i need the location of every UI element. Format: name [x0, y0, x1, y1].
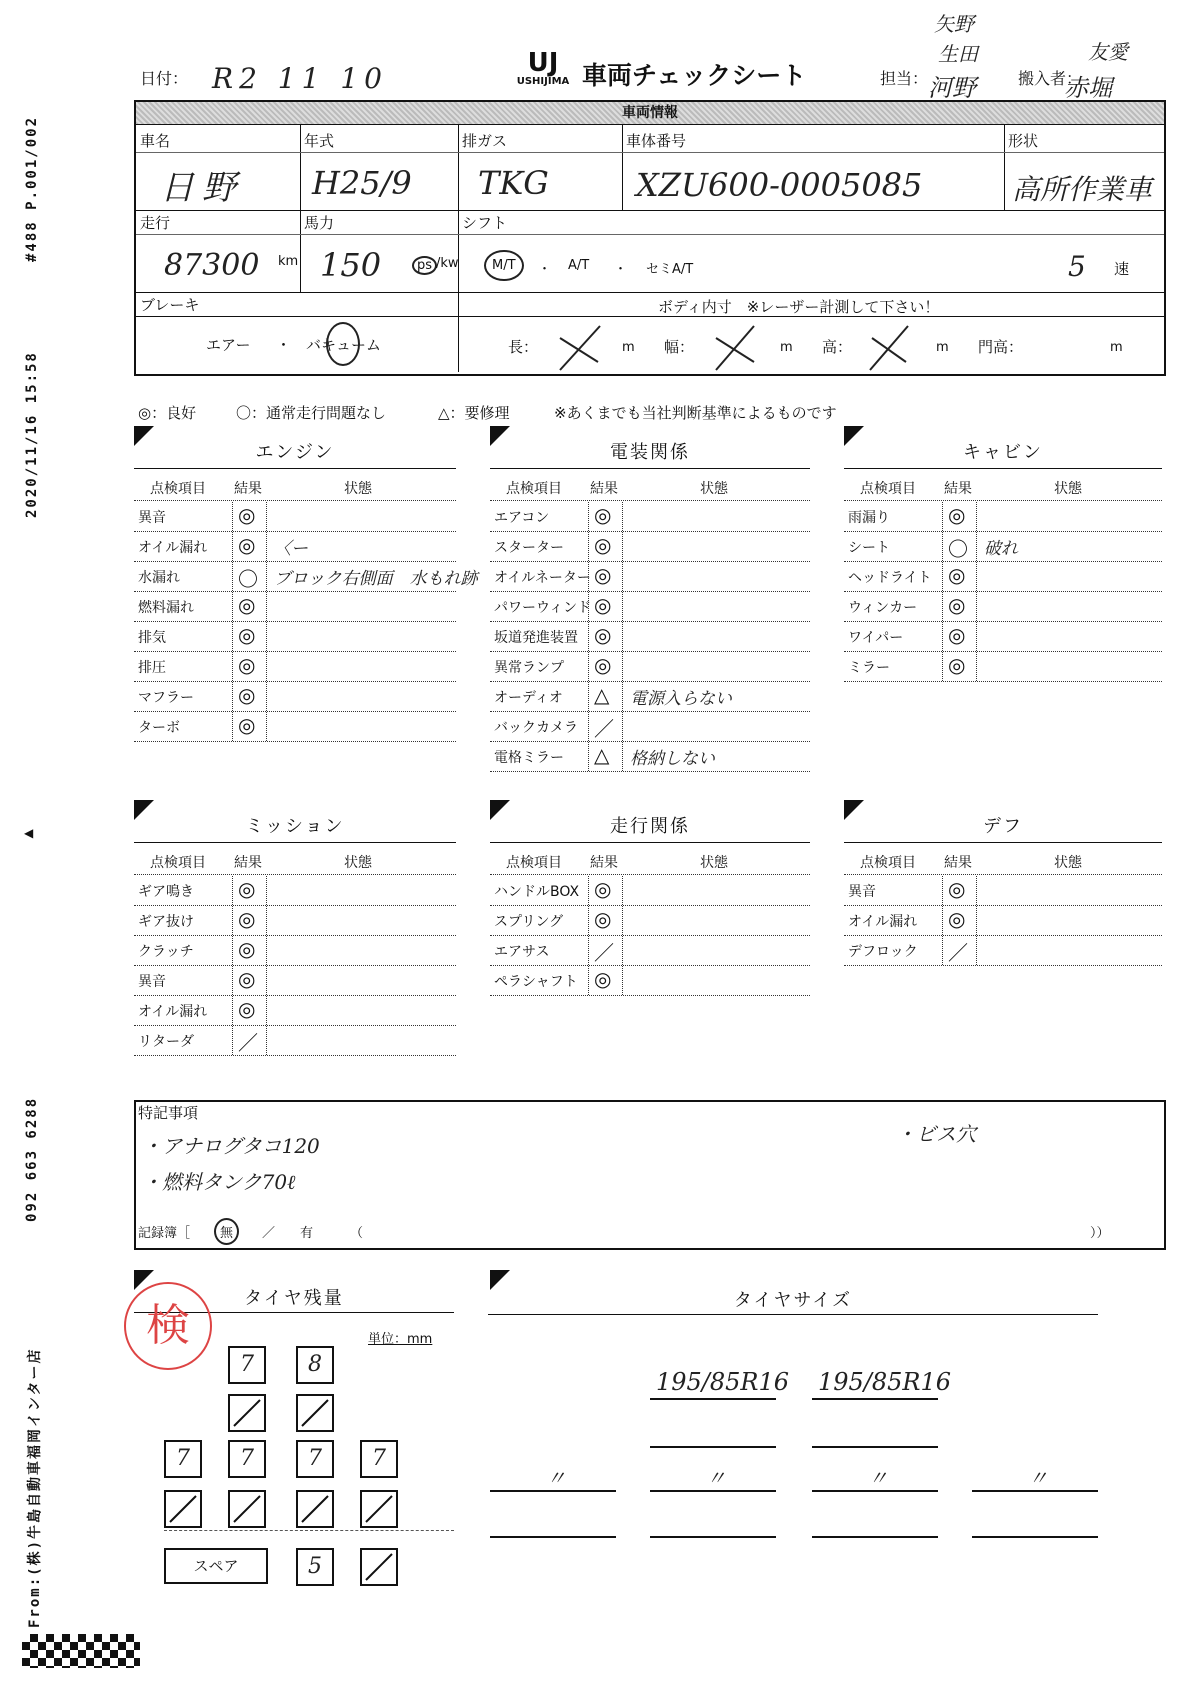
engine-state[interactable]: 〈ー — [274, 539, 308, 559]
engine-item: 排気 — [138, 630, 166, 646]
cabin-row — [844, 562, 1162, 592]
tire-front-left[interactable]: 7 — [228, 1346, 266, 1384]
engine-result[interactable]: 〇 — [238, 567, 258, 591]
car-name-value: 日野 — [160, 168, 244, 208]
cabin-result[interactable]: ◎ — [948, 653, 966, 677]
fax-phone: 092 663 6288 — [24, 1096, 40, 1222]
hannyu-note: 友愛 — [1088, 40, 1128, 64]
tire-front-right[interactable]: 8 — [296, 1346, 334, 1384]
electrical-row — [490, 532, 810, 562]
spare-label-box — [164, 1548, 268, 1584]
fax-page-number: #488 P.001/002 — [24, 115, 40, 262]
mission-title: ミッション — [245, 816, 345, 837]
mission-item: リターダ — [138, 1034, 194, 1050]
checker-pattern — [22, 1634, 140, 1668]
year-label: 年式 — [304, 132, 335, 150]
diff-item: 異音 — [848, 884, 876, 900]
engine-col-state: 状態 — [344, 481, 372, 497]
electrical-item: バックカメラ — [494, 720, 578, 736]
engine-result[interactable]: ◎ — [238, 623, 256, 647]
tantou-note-1: 矢野 — [934, 12, 974, 36]
notes-line-1: ・アナログタコ120 — [142, 1134, 320, 1158]
diff-result[interactable]: ◎ — [948, 907, 966, 931]
electrical-result[interactable]: △ — [594, 683, 610, 707]
length-label: 長： — [508, 338, 539, 356]
height-unit: m — [936, 340, 949, 355]
gas-value: TKG — [478, 164, 549, 202]
mission-col-state: 状態 — [344, 855, 372, 871]
ushijima-logo — [508, 50, 578, 87]
dims-crossed-out — [540, 322, 960, 374]
running-item: エアサス — [494, 944, 550, 960]
mission-col-item: 点検項目 — [150, 855, 206, 871]
mission-item: オイル漏れ — [138, 1004, 208, 1020]
cabin-item: シート — [848, 540, 890, 556]
engine-item: 排圧 — [138, 660, 166, 676]
electrical-item: 異常ランプ — [494, 660, 564, 676]
vehicle-info-title: 車両情報 — [622, 105, 678, 121]
engine-item: 水漏れ — [138, 570, 180, 586]
tire-rear-inner-3[interactable] — [296, 1490, 334, 1528]
engine-row — [134, 532, 456, 562]
electrical-row — [490, 562, 810, 592]
fax-timestamp: 2020/11/16 15:58 — [24, 351, 40, 518]
diff-row — [844, 906, 1162, 936]
tantou-value: 河野 — [928, 74, 976, 102]
electrical-item: エアコン — [494, 510, 550, 526]
electrical-row — [490, 712, 810, 742]
hp-unit-ps: ps — [412, 256, 437, 275]
length-unit: m — [622, 340, 635, 355]
mission-row — [134, 936, 456, 966]
running-title: 走行関係 — [610, 816, 690, 837]
body-dims-label: ボディ内寸 ※レーザー計測して下さい！ — [658, 298, 940, 316]
running-result[interactable]: ◎ — [594, 877, 612, 901]
height-label: 高： — [822, 338, 853, 356]
mission-item: クラッチ — [138, 944, 194, 960]
engine-result[interactable]: ◎ — [238, 533, 256, 557]
cabin-item: ヘッドライト — [848, 570, 932, 586]
running-col-state: 状態 — [700, 855, 728, 871]
electrical-item: オーディオ — [494, 690, 563, 706]
running-row — [490, 936, 810, 966]
mileage-label: 走行 — [140, 214, 171, 232]
chassis-value: XZU600-0005085 — [636, 166, 923, 204]
record-slash: ／ — [262, 1226, 276, 1241]
engine-row — [134, 562, 478, 592]
electrical-result[interactable]: ◎ — [594, 623, 612, 647]
mission-item: ギア抜け — [138, 914, 194, 930]
car-name-label: 車名 — [140, 132, 171, 150]
tire-size-rear-mark-3: 〃 — [868, 1466, 888, 1490]
tire-size-rear-mark-4: 〃 — [1028, 1466, 1048, 1490]
mission-row — [134, 996, 456, 1026]
year-value: H25/9 — [312, 164, 412, 202]
electrical-result[interactable]: △ — [594, 743, 610, 767]
tire-rear-inner-4[interactable] — [360, 1490, 398, 1528]
record-none[interactable]: 無 — [214, 1218, 239, 1245]
engine-col-item: 点検項目 — [150, 481, 206, 497]
tire-size-rear-mark-2: 〃 — [706, 1466, 726, 1490]
fax-marker: ◀ — [24, 826, 34, 840]
shift-label: シフト — [462, 214, 508, 232]
electrical-state[interactable]: 格納しない — [630, 749, 715, 769]
record-yes[interactable]: 有 — [300, 1226, 314, 1241]
mission-result[interactable]: ◎ — [238, 997, 256, 1021]
gas-label: 排ガス — [462, 132, 508, 150]
electrical-row — [490, 502, 810, 532]
diff-result[interactable]: ◎ — [948, 877, 966, 901]
engine-result[interactable]: ◎ — [238, 503, 256, 527]
slash-mark — [166, 1492, 200, 1526]
electrical-result[interactable]: ◎ — [594, 533, 612, 557]
tire-rear-1[interactable]: 7 — [164, 1440, 202, 1478]
tantou-label: 担当： — [880, 69, 929, 88]
electrical-col-item: 点検項目 — [506, 481, 562, 497]
cabin-item: ミラー — [848, 660, 890, 676]
slash-mark — [362, 1492, 396, 1526]
mission-item: 異音 — [138, 974, 166, 990]
tire-size-rear-mark-1: 〃 — [546, 1466, 566, 1490]
slash-mark — [298, 1396, 332, 1430]
shape-value: 高所作業車 — [1012, 173, 1153, 206]
electrical-col-result: 結果 — [590, 481, 618, 497]
tire-size-title: タイヤサイズ — [733, 1290, 853, 1311]
running-row — [490, 906, 810, 936]
diff-item: デフロック — [848, 944, 918, 960]
tire-rear-4[interactable]: 7 — [360, 1440, 398, 1478]
brake-vacuum[interactable]: バキューム — [306, 336, 382, 354]
page-title: 車両チェックシート — [582, 61, 807, 90]
mission-row — [134, 1026, 456, 1056]
electrical-row — [490, 652, 810, 682]
mission-row — [134, 906, 456, 936]
cabin-col-state: 状態 — [1054, 481, 1082, 497]
cabin-row — [844, 652, 1162, 682]
mission-result[interactable]: ／ — [238, 1031, 258, 1055]
mission-result[interactable]: ◎ — [238, 907, 256, 931]
diff-col-state: 状態 — [1054, 855, 1082, 871]
legend-note: ※あくまでも当社判断基準によるものです — [554, 404, 837, 422]
running-row — [490, 966, 810, 996]
gate-height-unit: m — [1110, 340, 1123, 355]
cabin-col-item: 点検項目 — [860, 481, 916, 497]
electrical-title: 電装関係 — [610, 442, 690, 463]
engine-row — [134, 712, 456, 742]
electrical-item: 坂道発進装置 — [494, 630, 578, 646]
chassis-label: 車体番号 — [626, 132, 687, 150]
running-item: ハンドルBOX — [494, 884, 580, 900]
cabin-result[interactable]: ◎ — [948, 503, 966, 527]
legend-ok: 〇：通常走行問題なし — [236, 404, 387, 422]
slash-mark — [230, 1492, 264, 1526]
tire-rear-inner-2[interactable] — [228, 1490, 266, 1528]
engine-item: マフラー — [138, 690, 194, 706]
tire-rear-3[interactable]: 7 — [296, 1440, 334, 1478]
shift-mt[interactable]: M/T — [484, 250, 524, 281]
slash-mark — [230, 1396, 264, 1430]
cabin-row — [844, 592, 1162, 622]
engine-item: ターボ — [138, 720, 180, 736]
running-col-item: 点検項目 — [506, 855, 562, 871]
mission-row — [134, 966, 456, 996]
logo-mark: UJ — [527, 48, 559, 78]
cabin-col-result: 結果 — [944, 481, 972, 497]
mission-row — [134, 876, 456, 906]
cabin-item: ワイパー — [848, 630, 904, 646]
brake-vacuum-circle — [326, 322, 360, 366]
mission-result[interactable]: ◎ — [238, 967, 256, 991]
cabin-row — [844, 502, 1162, 532]
record-paren: （ — [350, 1226, 364, 1241]
engine-row — [134, 622, 456, 652]
mission-result[interactable]: ◎ — [238, 937, 256, 961]
engine-row — [134, 682, 456, 712]
hannyu-label: 搬入者： — [1018, 69, 1083, 88]
notes-line-3: ・ビス穴 — [896, 1122, 976, 1146]
mission-col-result: 結果 — [234, 855, 262, 871]
engine-row — [134, 592, 456, 622]
engine-result[interactable]: ◎ — [238, 653, 256, 677]
diff-row — [844, 936, 1162, 966]
mission-item: ギア鳴き — [138, 884, 194, 900]
cabin-state[interactable]: 破れ — [984, 539, 1018, 559]
electrical-item: 電格ミラー — [494, 750, 564, 766]
engine-item: オイル漏れ — [138, 540, 208, 556]
brake-label: ブレーキ — [140, 296, 200, 314]
cabin-result[interactable]: ◎ — [948, 593, 966, 617]
electrical-row — [490, 682, 810, 712]
hanko-stamp — [124, 1282, 212, 1370]
slash-mark — [362, 1550, 396, 1584]
engine-row — [134, 652, 456, 682]
speed-unit: 速 — [1114, 260, 1130, 278]
engine-state[interactable]: ブロック右側面 水もれ跡 — [274, 569, 478, 589]
tire-front-left-inner[interactable] — [228, 1394, 266, 1432]
engine-col-result: 結果 — [234, 481, 262, 497]
tire-remain-title: タイヤ残量 — [244, 1288, 344, 1309]
cabin-result[interactable]: ◎ — [948, 623, 966, 647]
shape-label: 形状 — [1008, 132, 1039, 150]
width-unit: m — [780, 340, 793, 355]
electrical-result[interactable]: ／ — [594, 717, 614, 741]
logo-text: USHIJIMA — [516, 76, 570, 87]
cabin-title: キャビン — [963, 442, 1043, 463]
diff-row — [844, 876, 1162, 906]
tire-size-front-2: 195/85R16 — [818, 1368, 952, 1396]
tire-size-front-1: 195/85R16 — [656, 1368, 790, 1396]
mileage-unit: km — [278, 254, 299, 269]
running-result[interactable]: ／ — [594, 941, 614, 965]
cabin-row — [844, 622, 1162, 652]
tantou-note-2: 生田 — [938, 42, 978, 66]
mileage-value: 87300 — [164, 248, 260, 283]
gate-height-label: 門高： — [978, 338, 1024, 356]
electrical-result[interactable]: ◎ — [594, 503, 612, 527]
engine-result[interactable]: ◎ — [238, 683, 256, 707]
record-close: ）） — [1090, 1226, 1110, 1241]
electrical-row — [490, 592, 810, 622]
diff-title: デフ — [983, 816, 1023, 837]
diff-item: オイル漏れ — [848, 914, 918, 930]
electrical-result[interactable]: ◎ — [594, 593, 612, 617]
electrical-state[interactable]: 電源入らない — [630, 689, 732, 709]
spare-label: スペア — [193, 1557, 239, 1575]
hanko-text: 検 — [146, 1300, 190, 1351]
running-item: ペラシャフト — [494, 974, 578, 990]
hannyu-value: 赤堀 — [1064, 74, 1112, 102]
slash-mark — [298, 1492, 332, 1526]
engine-item: 燃料漏れ — [138, 600, 194, 616]
vehicle-info-header — [136, 102, 1164, 124]
shift-semi-at[interactable]: セミA/T — [646, 262, 694, 277]
fax-from: From:(株)牛島自動車福岡インター店 — [27, 1347, 43, 1628]
electrical-row — [490, 742, 810, 772]
brake-dot: ・ — [276, 336, 292, 354]
tire-spare-2[interactable] — [360, 1548, 398, 1586]
running-col-result: 結果 — [590, 855, 618, 871]
engine-item: 異音 — [138, 510, 166, 526]
shift-at[interactable]: A/T — [568, 258, 590, 273]
hp-unit-kw: /kw — [436, 256, 459, 271]
tire-front-right-inner[interactable] — [296, 1394, 334, 1432]
electrical-item: スターター — [494, 540, 564, 556]
notes-line-2: ・燃料タンク70ℓ — [142, 1170, 296, 1194]
electrical-item: パワーウィンド — [494, 600, 592, 616]
width-label: 幅： — [664, 338, 695, 356]
cabin-item: 雨漏り — [848, 510, 890, 526]
notes-label: 特記事項 — [138, 1104, 199, 1122]
shift-dot-1: ・ — [538, 262, 552, 277]
tire-rear-inner-1[interactable] — [164, 1490, 202, 1528]
engine-result[interactable]: ◎ — [238, 593, 256, 617]
engine-title: エンジン — [255, 442, 335, 463]
shift-dot-2: ・ — [614, 262, 628, 277]
legend-excellent: ◎：良好 — [138, 404, 197, 422]
cabin-result[interactable]: 〇 — [948, 537, 968, 561]
running-result[interactable]: ◎ — [594, 907, 612, 931]
mission-result[interactable]: ◎ — [238, 877, 256, 901]
date-value: R2 11 10 — [212, 62, 388, 95]
cabin-row — [844, 532, 1162, 562]
running-row — [490, 876, 810, 906]
running-item: スプリング — [494, 914, 564, 930]
tire-spare[interactable]: 5 — [296, 1548, 334, 1586]
legend-repair: △：要修理 — [438, 404, 510, 422]
electrical-result[interactable]: ◎ — [594, 653, 612, 677]
running-result[interactable]: ◎ — [594, 967, 612, 991]
date-label: 日付： — [140, 69, 189, 88]
cabin-result[interactable]: ◎ — [948, 563, 966, 587]
electrical-row — [490, 622, 810, 652]
tire-rear-2[interactable]: 7 — [228, 1440, 266, 1478]
hp-value: 150 — [320, 246, 382, 284]
diff-col-result: 結果 — [944, 855, 972, 871]
engine-row — [134, 502, 456, 532]
diff-result[interactable]: ／ — [948, 941, 968, 965]
electrical-result[interactable]: ◎ — [594, 563, 612, 587]
diff-col-item: 点検項目 — [860, 855, 916, 871]
electrical-item: オイルネーター — [494, 570, 591, 586]
cabin-item: ウィンカー — [848, 600, 918, 616]
speed-value: 5 — [1068, 250, 1086, 283]
engine-result[interactable]: ◎ — [238, 713, 256, 737]
electrical-col-state: 状態 — [700, 481, 728, 497]
record-label: 記録簿［ — [138, 1226, 191, 1241]
brake-air[interactable]: エアー — [206, 336, 251, 354]
hp-label: 馬力 — [304, 214, 335, 232]
tire-unit-label: 単位：mm — [368, 1332, 433, 1347]
